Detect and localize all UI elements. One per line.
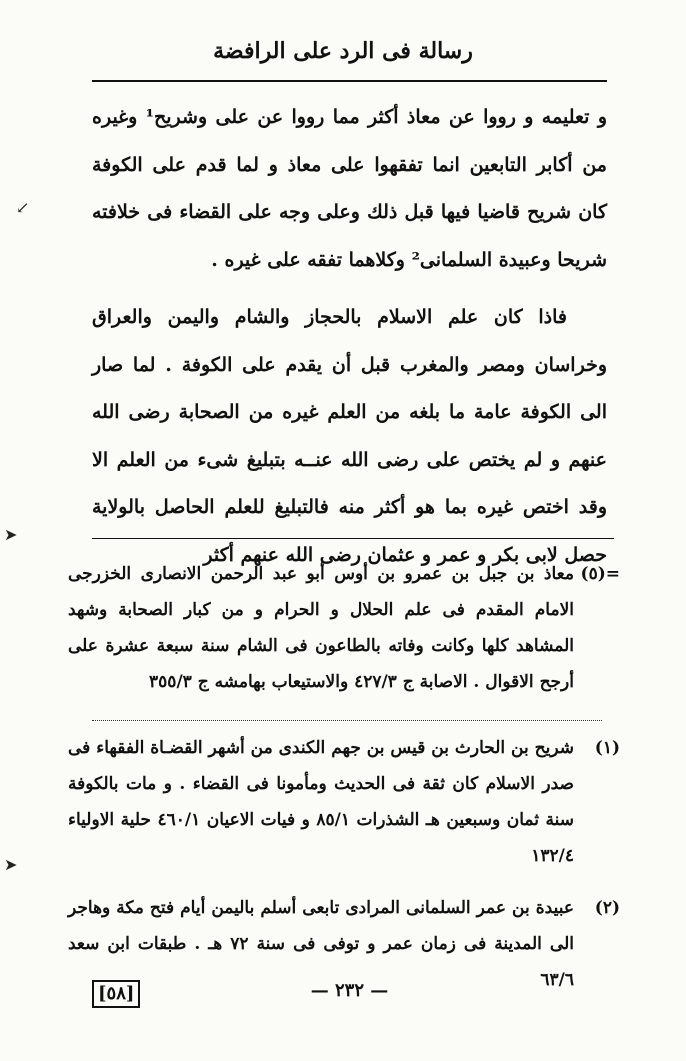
page-header-title: رسالة فى الرد على الرافضة xyxy=(213,38,473,64)
footnote-dotted-separator xyxy=(92,720,602,721)
margin-tick-icon: ↙ xyxy=(16,198,30,217)
paragraph-2: فاذا كان علم الاسلام بالحجاز والشام واليمن والعراق وخراسان ومصر والمغرب قبل أن يقدم على الكوفة . لما صار الى الكوفة عامة ما بلغه من العلم غيره من الصحابة رضى الله عنهم و لم يختص على رضى الله عنــه بتبليغ شىء من العلم الا وقد اختص غيره بما هو أكثر منه فالتبليغ للعلم الحاصل بالولاية حصل لابى بكر و عمر و عثمان رضى الله عنهم أكثر xyxy=(92,306,607,566)
main-text xyxy=(92,94,607,579)
page-number: — ٢٣٢ — xyxy=(310,980,389,1001)
footnote-number: (٢) xyxy=(594,898,620,918)
footnote-1 xyxy=(68,730,620,874)
footnote-item xyxy=(68,730,620,874)
signature-mark: [٥٨] xyxy=(92,980,140,1008)
footnote-number: (١) xyxy=(594,738,620,758)
header-rule xyxy=(92,80,607,82)
footnote-text: معاذ بن جبل بن عمرو بن أوس أبو عبد الرحمن الانصارى الخزرجى الامام المقدم فى علم الحلال و الحرام و من كبار الصحابة وشهد المشاهد كلها وكانت وفاته بالطاعون فى الشام سنة سبعة عشرة على أرجح الاقوال . الاصابة ج ٤٢٧/٣ والاستيعاب بهامشه ج ٣٥٥/٣ xyxy=(68,564,574,692)
footnote-text: عبيدة بن عمر السلمانى المرادى تابعى أسلم باليمن أيام فتح مكة وهاجر الى المدينة فى زمان عمر و توفى فى سنة ٧٢ هـ . طبقات ابن سعد ٦٣/٦ xyxy=(68,898,574,990)
page-footer xyxy=(92,980,607,1010)
footnote-item xyxy=(68,556,620,700)
margin-arrow-icon: ➤ xyxy=(4,855,18,874)
footnote-number: =(٥) xyxy=(580,564,620,584)
footnote-continued xyxy=(68,556,620,700)
paragraph-1: و تعليمه و رووا عن معاذ أكثر مما رووا عن على وشريح¹ وغيره من أكابر التابعين انما تفقهوا على معاذ و لما قدم على الكوفة كان شريح قاضيا فيها قبل ذلك وعلى وجه على القضاء فى خلافته شريحا وعبيدة السلمانى² وكلاهما تفقه على غيره . xyxy=(92,106,608,271)
footnote-text: شريح بن الحارث بن قيس بن جهم الكندى من أشهر القضـاة الفقهاء فى صدر الاسلام كان ثقة فى الحديث ومأمونا فى القضاء . و مات بالكوفة سنة ثمان وسبعين هـ الشذرات ٨٥/١ و فيات الاعيان ٤٦٠/١ حلية الاولياء ١٣٢/٤ xyxy=(68,738,574,866)
footnote-separator xyxy=(92,538,614,539)
margin-arrow-icon: ➤ xyxy=(4,525,18,544)
